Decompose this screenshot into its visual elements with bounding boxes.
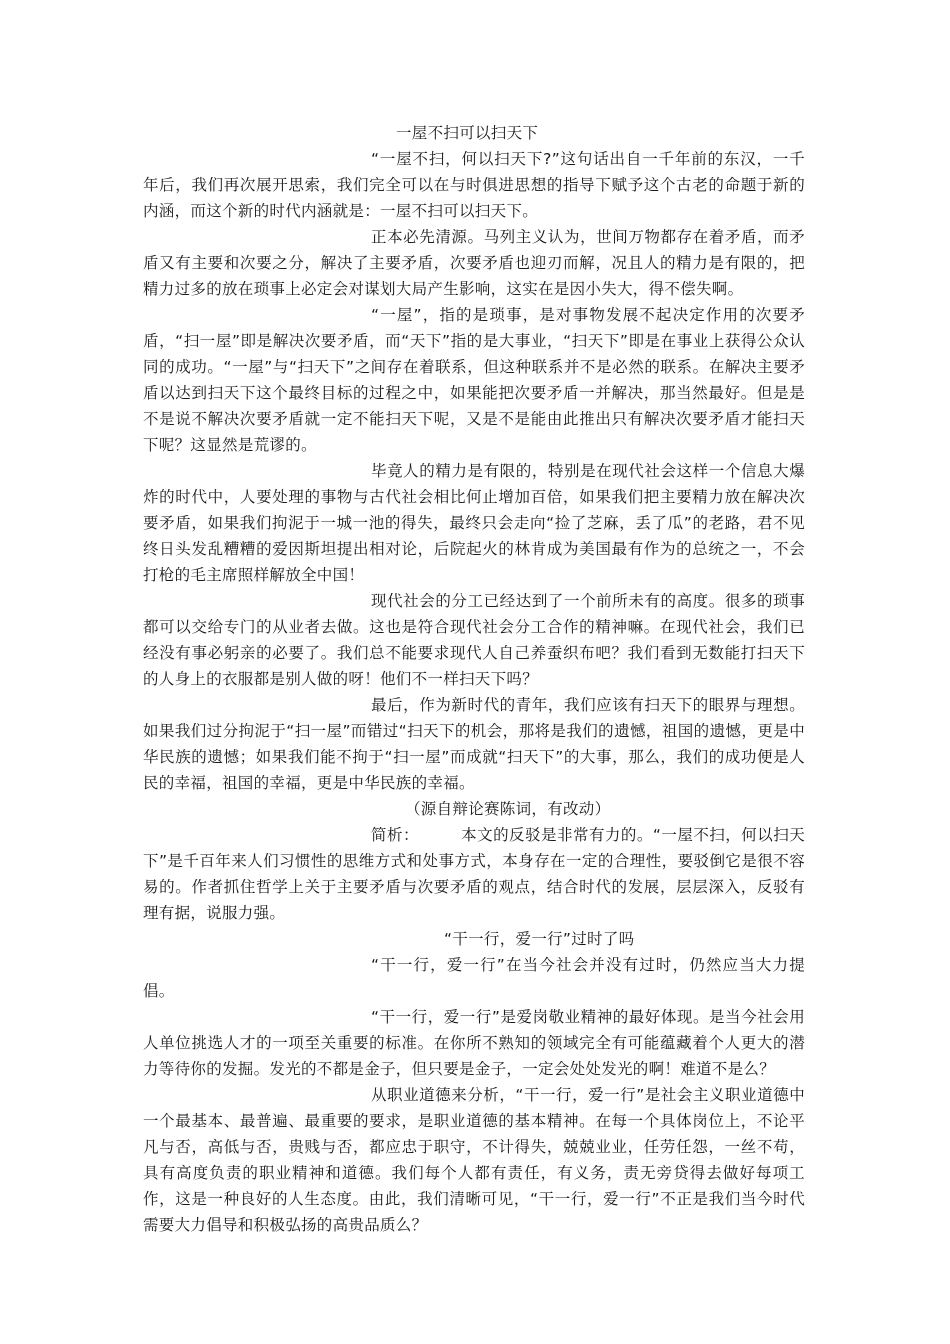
paragraph: “一屋”，指的是琐事，是对事物发展不起决定作用的次要矛盾，“扫一屋”即是解决次要矛盾，而“天下”指的是大事业，“扫天下”即是在事业上获得公众认同的成功。“一屋”与“扫天下”之间存在着联系，但这种联系并不是必然的联系。在解决主要矛盾以达到扫天下这个最终目标的过程之中，如果能把次要矛盾一并解决，那当然最好。但是是不是说不解决次要矛盾就一定不能扫天下呢，又是不是能由此推出只有解决次要矛盾才能扫天下呢？这显然是荒谬的。 (143, 306, 805, 454)
paragraph: 毕竟人的精力是有限的，特别是在现代社会这样一个信息大爆炸的时代中，人要处理的事物与古代社会相比何止增加百倍，如果我们把主要精力放在解决次要矛盾，如果我们拘泥于一城一池的得失，最终只会走向“捡了芝麻，丢了瓜”的老路，君不见终日头发乱糟糟的爱因斯坦提出相对论，后院起火的林肯成为美国最有作为的总统之一，不会打枪的毛主席照样解放全中国！ (143, 462, 805, 584)
article-title-2: “干一行，爱一行”过时了吗 (444, 930, 635, 948)
paragraph: 现代社会的分工已经达到了一个前所未有的高度。很多的琐事都可以交给专门的从业者去做。这也是符合现代社会分工合作的精神嘛。在现代社会，我们已经没有事必躬亲的必要了。我们总不能要求现代人自己养蚕织布吧？我们看到无数能打扫天下的人身上的衣服都是别人做的呀！他们不一样扫天下吗？ (143, 592, 805, 688)
source-note: （源自辩论赛陈词，有改动） (405, 800, 611, 818)
analysis-label: 简析： (371, 826, 419, 844)
paragraph: 从职业道德来分析，“干一行，爱一行”是社会主义职业道德中一个最基本、最普遍、最重要的要求，是职业道德的基本精神。在每一个具体岗位上，不论平凡与否，高低与否，贵贱与否，都应忠于职守，不计得失，兢兢业业，任劳任怨，一丝不苟，具有高度负责的职业精神和道德。我们每个人都有责任，有义务，责无旁贷得去做好每项工作，这是一种良好的人生态度。由此，我们清晰可见，“干一行，爱一行”不正是我们当今时代需要大力倡导和积极弘扬的高贵品质么？ (143, 1086, 805, 1234)
paragraph: “一屋不扫，何以扫天下?”这句话出自一千年前的东汉，一千年后，我们再次展开思索，我们完全可以在与时俱进思想的指导下赋予这个古老的命题于新的内涵，而这个新的时代内涵就是：一屋不扫可以扫天下。 (143, 150, 805, 220)
analysis-paragraph (143, 822, 805, 926)
article-title: 一屋不扫可以扫天下 (396, 124, 539, 142)
analysis-text: 本文的反驳是非常有力的。“一屋不扫，何以扫天下”是千百年来人们习惯性的思维方式和处事方式，本身存在一定的合理性，要驳倒它是很不容易的。作者抓住哲学上关于主要矛盾与次要矛盾的观点，结合时代的发展，层层深入，反驳有理有据，说服力强。 (143, 826, 805, 922)
paragraph: 最后，作为新时代的青年，我们应该有扫天下的眼界与理想。如果我们过分拘泥于“扫一屋”而错过“扫天下的机会，那将是我们的遗憾，祖国的遗憾，更是中华民族的遗憾；如果我们能不拘于“扫一屋”而成就“扫天下”的大事，那么，我们的成功便是人民的幸福，祖国的幸福，更是中华民族的幸福。 (143, 696, 805, 792)
document-page (143, 120, 805, 1238)
paragraph: 正本必先清源。马列主义认为，世间万物都存在着矛盾，而矛盾又有主要和次要之分，解决了主要矛盾，次要矛盾也迎刃而解，况且人的精力是有限的，把精力过多的放在琐事上必定会对谋划大局产生影响，这实在是因小失大，得不偿失啊。 (143, 228, 805, 298)
paragraph: “干一行，爱一行”是爱岗敬业精神的最好体现。是当今社会用人单位挑选人才的一项至关重要的标准。在你所不熟知的领域完全有可能蕴藏着个人更大的潜力等待你的发掘。发光的不都是金子，但只要是金子，一定会处处发光的啊！难道不是么？ (143, 1008, 805, 1078)
paragraph: “干一行，爱一行”在当今社会并没有过时，仍然应当大力提倡。 (143, 956, 805, 1000)
